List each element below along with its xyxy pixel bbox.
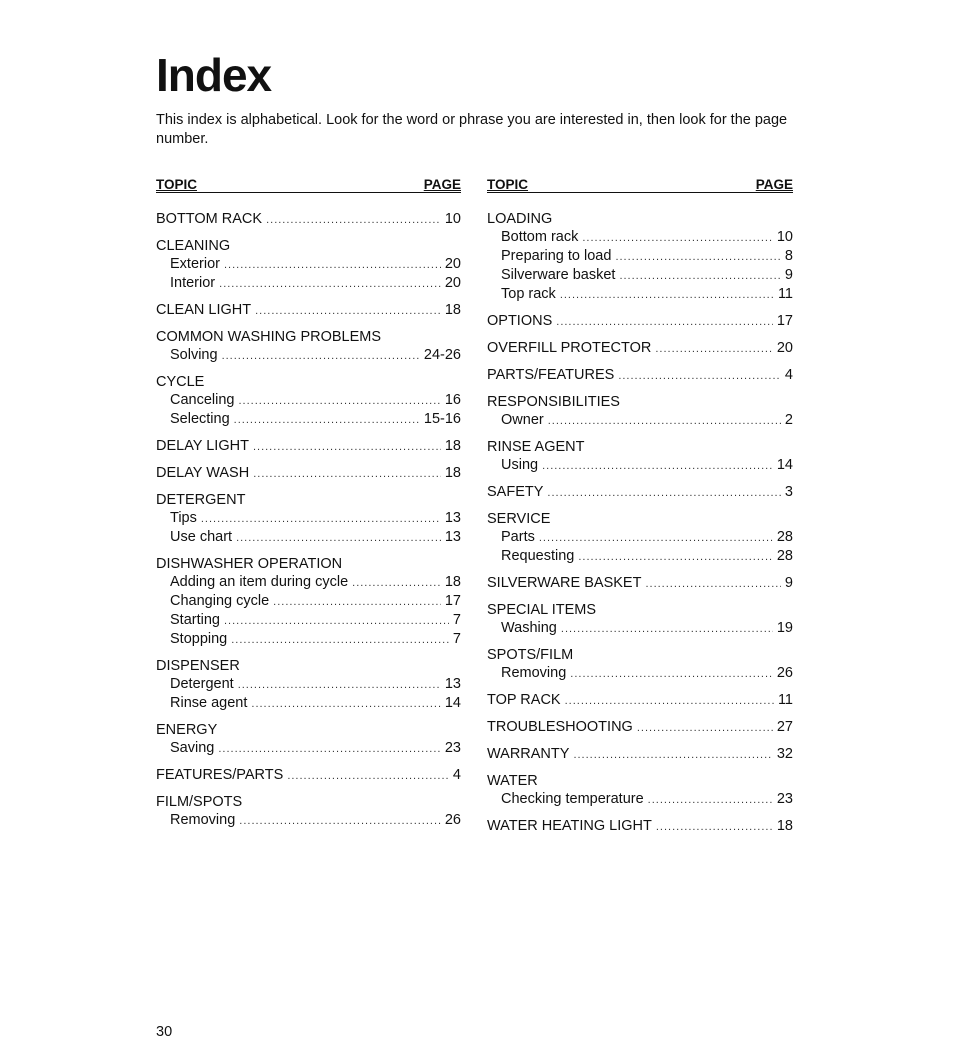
entry-page: 23 bbox=[444, 740, 461, 756]
entry-page: 27 bbox=[776, 719, 793, 735]
entry-page: 10 bbox=[444, 211, 461, 227]
dot-leader bbox=[255, 302, 441, 320]
entry-label: Canceling bbox=[170, 392, 235, 408]
entry-label: Starting bbox=[170, 612, 220, 628]
index-group bbox=[156, 793, 461, 830]
dot-leader bbox=[648, 791, 773, 809]
entry-page: 20 bbox=[444, 256, 461, 272]
dot-leader bbox=[238, 676, 441, 694]
entry-page: 20 bbox=[776, 340, 793, 356]
index-subentry bbox=[487, 247, 793, 266]
index-entry bbox=[487, 691, 793, 710]
entry-page: 9 bbox=[784, 267, 793, 283]
index-subentry bbox=[487, 547, 793, 566]
entry-page: 4 bbox=[452, 767, 461, 783]
index-group bbox=[156, 491, 461, 547]
entry-label: SAFETY bbox=[487, 484, 544, 500]
entry-page: 7 bbox=[452, 612, 461, 628]
dot-leader bbox=[565, 692, 774, 710]
index-subentry bbox=[156, 410, 461, 429]
index-subentry bbox=[156, 675, 461, 694]
entry-page: 28 bbox=[776, 548, 793, 564]
index-entry bbox=[487, 339, 793, 358]
index-heading: DISHWASHER OPERATION bbox=[156, 556, 343, 572]
index-group bbox=[487, 393, 793, 430]
dot-leader bbox=[618, 367, 781, 385]
index-entry bbox=[487, 312, 793, 331]
dot-leader bbox=[236, 529, 441, 547]
index-heading: CYCLE bbox=[156, 374, 205, 390]
index-subentry bbox=[487, 285, 793, 304]
entry-label: Interior bbox=[170, 275, 216, 291]
entry-page: 3 bbox=[784, 484, 793, 500]
dot-leader bbox=[239, 812, 441, 830]
dot-leader bbox=[273, 593, 441, 611]
dot-leader bbox=[224, 256, 441, 274]
index-subentry bbox=[156, 739, 461, 758]
entry-label: Exterior bbox=[170, 256, 220, 272]
dot-leader bbox=[219, 275, 441, 293]
entry-label: Silverware basket bbox=[501, 267, 616, 283]
entry-page: 19 bbox=[776, 620, 793, 636]
index-subentry bbox=[487, 411, 793, 430]
dot-leader bbox=[224, 612, 449, 630]
entry-label: SILVERWARE BASKET bbox=[487, 575, 642, 591]
entry-page: 23 bbox=[776, 791, 793, 807]
entry-page: 9 bbox=[784, 575, 793, 591]
entry-label: Bottom rack bbox=[501, 229, 579, 245]
index-heading: SPECIAL ITEMS bbox=[487, 602, 597, 618]
entry-page: 11 bbox=[777, 286, 793, 302]
index-group bbox=[487, 646, 793, 683]
entry-page: 32 bbox=[776, 746, 793, 762]
index-group bbox=[487, 574, 793, 593]
dot-leader bbox=[548, 412, 781, 430]
index-group bbox=[156, 437, 461, 456]
entry-page: 14 bbox=[776, 457, 793, 473]
index-entry bbox=[156, 464, 461, 483]
index-group bbox=[156, 237, 461, 293]
index-entry bbox=[487, 718, 793, 737]
entry-label: WATER HEATING LIGHT bbox=[487, 818, 652, 834]
index-group bbox=[487, 691, 793, 710]
dot-leader bbox=[253, 438, 441, 456]
entry-label: Rinse agent bbox=[170, 695, 248, 711]
dot-leader bbox=[547, 484, 781, 502]
index-group bbox=[487, 366, 793, 385]
entry-page: 10 bbox=[776, 229, 793, 245]
entry-label: FEATURES/PARTS bbox=[156, 767, 284, 783]
index-entry bbox=[156, 766, 461, 785]
index-subentry bbox=[156, 255, 461, 274]
index-subentry bbox=[487, 228, 793, 247]
index-heading: SERVICE bbox=[487, 511, 551, 527]
index-heading: CLEANING bbox=[156, 238, 231, 254]
entry-label: Detergent bbox=[170, 676, 234, 692]
dot-leader bbox=[561, 620, 773, 638]
entry-page: 15-16 bbox=[423, 411, 461, 427]
dot-leader bbox=[231, 631, 449, 649]
entry-label: DELAY WASH bbox=[156, 465, 250, 481]
index-subentry bbox=[156, 811, 461, 830]
index-subentry bbox=[156, 346, 461, 365]
dot-leader bbox=[542, 457, 773, 475]
index-subentry bbox=[487, 664, 793, 683]
column-header bbox=[487, 174, 793, 193]
index-group bbox=[156, 328, 461, 365]
index-entry bbox=[156, 210, 461, 229]
index-column-left bbox=[156, 174, 461, 838]
index-heading: SPOTS/FILM bbox=[487, 647, 574, 663]
entry-page: 17 bbox=[444, 593, 461, 609]
index-group bbox=[487, 312, 793, 331]
entry-page: 24-26 bbox=[423, 347, 461, 363]
index-entry bbox=[487, 817, 793, 836]
intro-text: This index is alphabetical. Look for the word or phrase you are interested in, then look for the page number. bbox=[156, 112, 788, 147]
entry-page: 2 bbox=[784, 412, 793, 428]
index-entries-left bbox=[156, 210, 461, 830]
entry-label: TOP RACK bbox=[487, 692, 561, 708]
index-subentry bbox=[156, 528, 461, 547]
index-group bbox=[156, 766, 461, 785]
dot-leader bbox=[655, 340, 772, 358]
entry-label: Using bbox=[501, 457, 539, 473]
dot-leader bbox=[560, 286, 774, 304]
dot-leader bbox=[615, 248, 780, 266]
entry-label: Checking temperature bbox=[501, 791, 644, 807]
index-entry bbox=[487, 366, 793, 385]
entry-label: Removing bbox=[170, 812, 236, 828]
entry-page: 18 bbox=[444, 574, 461, 590]
index-subentry bbox=[487, 456, 793, 475]
index-entry bbox=[156, 301, 461, 320]
entry-page: 17 bbox=[776, 313, 793, 329]
index-subentry bbox=[156, 630, 461, 649]
dot-leader bbox=[218, 740, 441, 758]
entry-label: Use chart bbox=[170, 529, 233, 545]
index-subentry bbox=[156, 592, 461, 611]
dot-leader bbox=[619, 267, 780, 285]
page-number: 30 bbox=[156, 1024, 173, 1040]
entry-label: Removing bbox=[501, 665, 567, 681]
index-entry bbox=[487, 483, 793, 502]
index-subentry bbox=[487, 266, 793, 285]
entry-label: Tips bbox=[170, 510, 197, 526]
index-subentry bbox=[156, 391, 461, 410]
index-group bbox=[487, 601, 793, 638]
dot-leader bbox=[570, 665, 773, 683]
index-heading: DISPENSER bbox=[156, 658, 240, 674]
entry-label: OVERFILL PROTECTOR bbox=[487, 340, 652, 356]
dot-leader bbox=[352, 574, 441, 592]
index-group bbox=[487, 210, 793, 304]
entry-label: CLEAN LIGHT bbox=[156, 302, 252, 318]
index-subentry bbox=[156, 274, 461, 293]
index-heading: RESPONSIBILITIES bbox=[487, 394, 620, 410]
index-group bbox=[156, 210, 461, 229]
dot-leader bbox=[582, 229, 773, 247]
entry-label: PARTS/FEATURES bbox=[487, 367, 615, 383]
dot-leader bbox=[637, 719, 773, 737]
entry-label: Stopping bbox=[170, 631, 228, 647]
dot-leader bbox=[656, 818, 773, 836]
entry-page: 28 bbox=[776, 529, 793, 545]
entry-label: Parts bbox=[501, 529, 535, 545]
entry-label: BOTTOM RACK bbox=[156, 211, 263, 227]
index-group bbox=[487, 817, 793, 836]
entry-page: 18 bbox=[444, 302, 461, 318]
index-group bbox=[156, 721, 461, 758]
index-group bbox=[487, 438, 793, 475]
entry-label: Selecting bbox=[170, 411, 230, 427]
entry-page: 18 bbox=[776, 818, 793, 834]
entry-page: 16 bbox=[444, 392, 461, 408]
dot-leader bbox=[222, 347, 420, 365]
index-subentry bbox=[156, 509, 461, 528]
entry-page: 13 bbox=[444, 510, 461, 526]
dot-leader bbox=[239, 392, 441, 410]
index-group bbox=[156, 301, 461, 320]
dot-leader bbox=[201, 510, 441, 528]
index-subentry bbox=[487, 790, 793, 809]
index-group bbox=[156, 657, 461, 713]
index-group bbox=[487, 510, 793, 566]
dot-leader bbox=[287, 767, 449, 785]
index-group bbox=[156, 555, 461, 649]
entry-page: 4 bbox=[784, 367, 793, 383]
entry-page: 7 bbox=[452, 631, 461, 647]
entry-page: 13 bbox=[444, 676, 461, 692]
dot-leader bbox=[573, 746, 772, 764]
dot-leader bbox=[251, 695, 440, 713]
index-heading: ENERGY bbox=[156, 722, 218, 738]
index-heading: WATER bbox=[487, 773, 538, 789]
index-column-right bbox=[487, 174, 793, 844]
entry-page: 18 bbox=[444, 438, 461, 454]
page-header: PAGE bbox=[755, 177, 793, 192]
index-entries-right bbox=[487, 210, 793, 836]
index-entry bbox=[156, 437, 461, 456]
dot-leader bbox=[645, 575, 780, 593]
entry-label: Changing cycle bbox=[170, 593, 270, 609]
entry-page: 14 bbox=[444, 695, 461, 711]
entry-label: Washing bbox=[501, 620, 557, 636]
index-group bbox=[156, 373, 461, 429]
dot-leader bbox=[539, 529, 773, 547]
entry-label: Preparing to load bbox=[501, 248, 612, 264]
index-group bbox=[487, 718, 793, 737]
entry-label: DELAY LIGHT bbox=[156, 438, 249, 454]
entry-page: 20 bbox=[444, 275, 461, 291]
entry-label: TROUBLESHOOTING bbox=[487, 719, 633, 735]
index-heading: FILM/SPOTS bbox=[156, 794, 243, 810]
index-group bbox=[487, 339, 793, 358]
entry-label: Top rack bbox=[501, 286, 556, 302]
dot-leader bbox=[556, 313, 773, 331]
dot-leader bbox=[578, 548, 773, 566]
column-header bbox=[156, 174, 461, 193]
entry-label: OPTIONS bbox=[487, 313, 553, 329]
index-group bbox=[487, 745, 793, 764]
page-title: Index bbox=[156, 49, 272, 101]
entry-page: 26 bbox=[776, 665, 793, 681]
index-subentry bbox=[156, 611, 461, 630]
dot-leader bbox=[234, 411, 420, 429]
entry-page: 8 bbox=[784, 248, 793, 264]
topic-header: TOPIC bbox=[487, 177, 529, 192]
index-heading: COMMON WASHING PROBLEMS bbox=[156, 329, 382, 345]
topic-header: TOPIC bbox=[156, 177, 198, 192]
index-entry bbox=[487, 745, 793, 764]
entry-label: Adding an item during cycle bbox=[170, 574, 349, 590]
index-group bbox=[156, 464, 461, 483]
dot-leader bbox=[266, 211, 441, 229]
index-heading: RINSE AGENT bbox=[487, 439, 585, 455]
entry-page: 11 bbox=[777, 692, 793, 708]
dot-leader bbox=[253, 465, 441, 483]
entry-page: 18 bbox=[444, 465, 461, 481]
entry-label: WARRANTY bbox=[487, 746, 570, 762]
entry-label: Saving bbox=[170, 740, 215, 756]
entry-label: Owner bbox=[501, 412, 544, 428]
index-heading: DETERGENT bbox=[156, 492, 246, 508]
entry-label: Requesting bbox=[501, 548, 575, 564]
index-subentry bbox=[487, 619, 793, 638]
index-group bbox=[487, 483, 793, 502]
index-subentry bbox=[487, 528, 793, 547]
page-header: PAGE bbox=[423, 177, 461, 192]
index-heading: LOADING bbox=[487, 211, 553, 227]
index-entry bbox=[487, 574, 793, 593]
entry-label: Solving bbox=[170, 347, 218, 363]
index-subentry bbox=[156, 573, 461, 592]
entry-page: 26 bbox=[444, 812, 461, 828]
entry-page: 13 bbox=[444, 529, 461, 545]
index-group bbox=[487, 772, 793, 809]
index-subentry bbox=[156, 694, 461, 713]
